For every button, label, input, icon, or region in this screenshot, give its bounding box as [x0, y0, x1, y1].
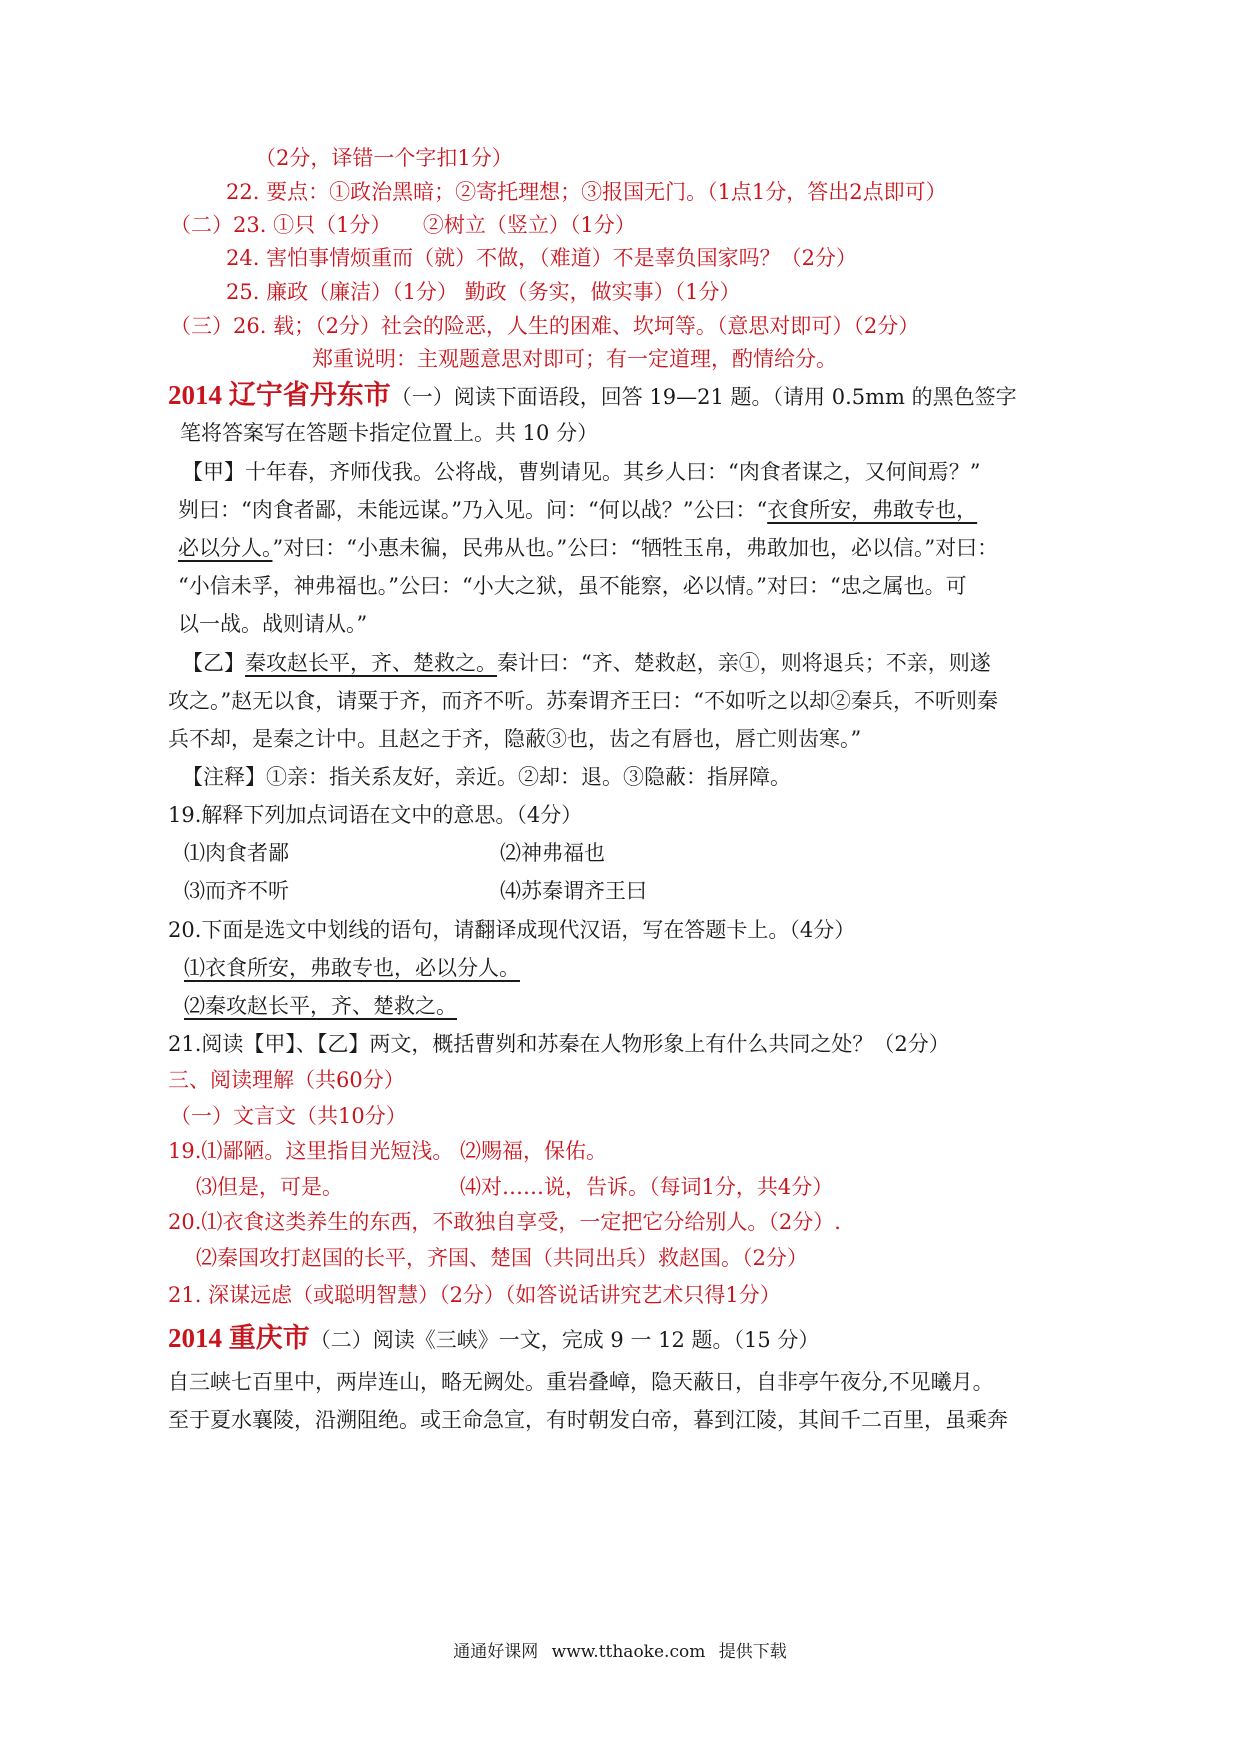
answer-20-1: 20.⑴衣食这类养生的东西，不敢独自享受，一定把它分给别人。（2分）. — [168, 1210, 841, 1234]
question-19-item-1: ⑴肉食者鄙 — [184, 841, 289, 865]
passage-jia-line-2 — [178, 498, 977, 523]
answer-24: 24. 害怕事情烦重而（就）不做，（难道）不是辜负国家吗？（2分） — [226, 246, 857, 270]
footer-site-name: 通通好课网 — [453, 1642, 539, 1662]
answer-19-4: ⑷对……说，告诉。（每词1分，共4分） — [460, 1175, 834, 1199]
passage-jia-line-3 — [178, 536, 998, 561]
page-footer — [0, 1637, 1240, 1662]
underlined-sentence-jia-part1: 衣食所安，弗敢专也， — [767, 498, 978, 522]
section-heading-dandong: 2014 辽宁省丹东市 — [168, 380, 391, 410]
dandong-intro-2: 笔将答案写在答题卡指定位置上。共 10 分） — [180, 421, 599, 445]
dandong-intro-1: （一）阅读下面语段，回答 19—21 题。（请用 0.5mm 的黑色签字 — [390, 385, 1017, 409]
chongqing-header-line — [168, 1322, 819, 1354]
answers-section-title: 三、阅读理解（共60分） — [168, 1068, 405, 1092]
underlined-sentence-yi: 秦攻赵长平，齐、楚救之。 — [245, 651, 497, 675]
answer-notice: 郑重说明：主观题意思对即可；有一定道理，酌情给分。 — [312, 347, 837, 371]
section-heading-chongqing: 2014 重庆市 — [168, 1323, 310, 1353]
answer-20-2: ⑵秦国攻打赵国的长平，齐国、楚国（共同出兵）救赵国。（2分） — [196, 1246, 808, 1270]
question-20: 20.下面是选文中划线的语句，请翻译成现代汉语，写在答题卡上。（4分） — [168, 918, 856, 942]
answer-21: 21. 深谋远虑（或聪明智慧）（2分）（如答说话讲究艺术只得1分） — [168, 1283, 781, 1307]
passage-jia-line-5: 以一战。战则请从。” — [178, 612, 368, 636]
answer-22: 22. 要点：①政治黑暗；②寄托理想；③报国无门。（1点1分，答出2点即可） — [226, 180, 947, 204]
passage-jia-line-1: 【甲】十年春，齐师伐我。公将战，曹刿请见。其乡人曰：“肉食者谋之，又何间焉？” — [182, 460, 981, 484]
passage-yi-line-3: 兵不却，是秦之计中。且赵之于齐，隐蔽③也，齿之有唇也，唇亡则齿寒。” — [168, 727, 862, 751]
underlined-sentence-jia-part2: 必以分人。 — [178, 536, 273, 560]
passage-yi-text: 秦计曰：“齐、楚救赵，亲①，则将退兵；不亲，则遂 — [497, 651, 991, 675]
answer-19-1: 19.⑴鄙陋。这里指目光短浅。 — [168, 1139, 454, 1163]
question-19-item-3: ⑶而齐不听 — [184, 879, 289, 903]
passage-sanxia-line-1: 自三峡七百里中，两岸连山，略无阙处。重岩叠嶂，隐天蔽日，自非亭午夜分,不见曦月。 — [168, 1370, 994, 1394]
chongqing-intro: （二）阅读《三峡》一文，完成 9 一 12 题。（15 分） — [309, 1328, 820, 1352]
passage-yi-label: 【乙】 — [182, 651, 245, 675]
passage-jia-text: 刿曰：“肉食者鄙，未能远谋。”乃入见。问：“何以战？”公曰：“ — [178, 498, 768, 522]
question-19-item-4: ⑷苏秦谓齐王曰 — [500, 879, 647, 903]
answers-subsection-title: （一）文言文（共10分） — [170, 1104, 407, 1128]
passage-jia-text: ”对曰：“小惠未徧，民弗从也。”公曰：“牺牲玉帛，弗敢加也，必以信。”对曰： — [272, 536, 999, 560]
answer-19-2: ⑵赐福，保佑。 — [460, 1139, 607, 1163]
footer-suffix: 提供下载 — [718, 1642, 787, 1662]
answer-25: 25. 廉政（廉洁）（1分） 勤政（务实，做实事）（1分） — [226, 280, 741, 304]
notes: 【注释】①亲：指关系友好，亲近。②却：退。③隐蔽：指屏障。 — [182, 765, 791, 789]
passage-yi-line-1 — [182, 651, 991, 676]
passage-jia-line-4: “小信未孚，神弗福也。”公曰：“小大之狱，虽不能察，必以情。”对曰：“忠之属也。可 — [178, 574, 967, 598]
footer-url-link[interactable]: www.tthaoke.com — [551, 1642, 706, 1662]
question-21: 21.阅读【甲】、【乙】两文，概括曹刿和苏秦在人物形象上有什么共同之处？（2分） — [168, 1032, 950, 1056]
dandong-header-line — [168, 379, 1017, 411]
passage-yi-line-2: 攻之。”赵无以食，请粟于齐，而齐不听。苏秦谓齐王曰：“不如听之以却②秦兵，不听则秦 — [168, 689, 998, 713]
answer-26: （三）26. 载；（2分）社会的险恶，人生的困难、坎坷等。（意思对即可）（2分） — [170, 314, 920, 338]
passage-sanxia-line-2: 至于夏水襄陵，沿溯阻绝。或王命急宣，有时朝发白帝，暮到江陵，其间千二百里，虽乘奔 — [168, 1408, 1008, 1432]
question-19-item-2: ⑵神弗福也 — [500, 841, 605, 865]
answer-note: （2分，译错一个字扣1分） — [255, 146, 513, 170]
question-19: 19.解释下列加点词语在文中的意思。（4分） — [168, 803, 583, 827]
answer-19-3: ⑶但是，可是。 — [196, 1175, 343, 1199]
answer-23: （二）23. ①只（1分） ②树立（竖立）（1分） — [170, 213, 636, 237]
question-20-item-1: ⑴衣食所安，弗敢专也，必以分人。 — [184, 956, 520, 980]
question-20-item-2: ⑵秦攻赵长平，齐、楚救之。 — [184, 994, 457, 1018]
